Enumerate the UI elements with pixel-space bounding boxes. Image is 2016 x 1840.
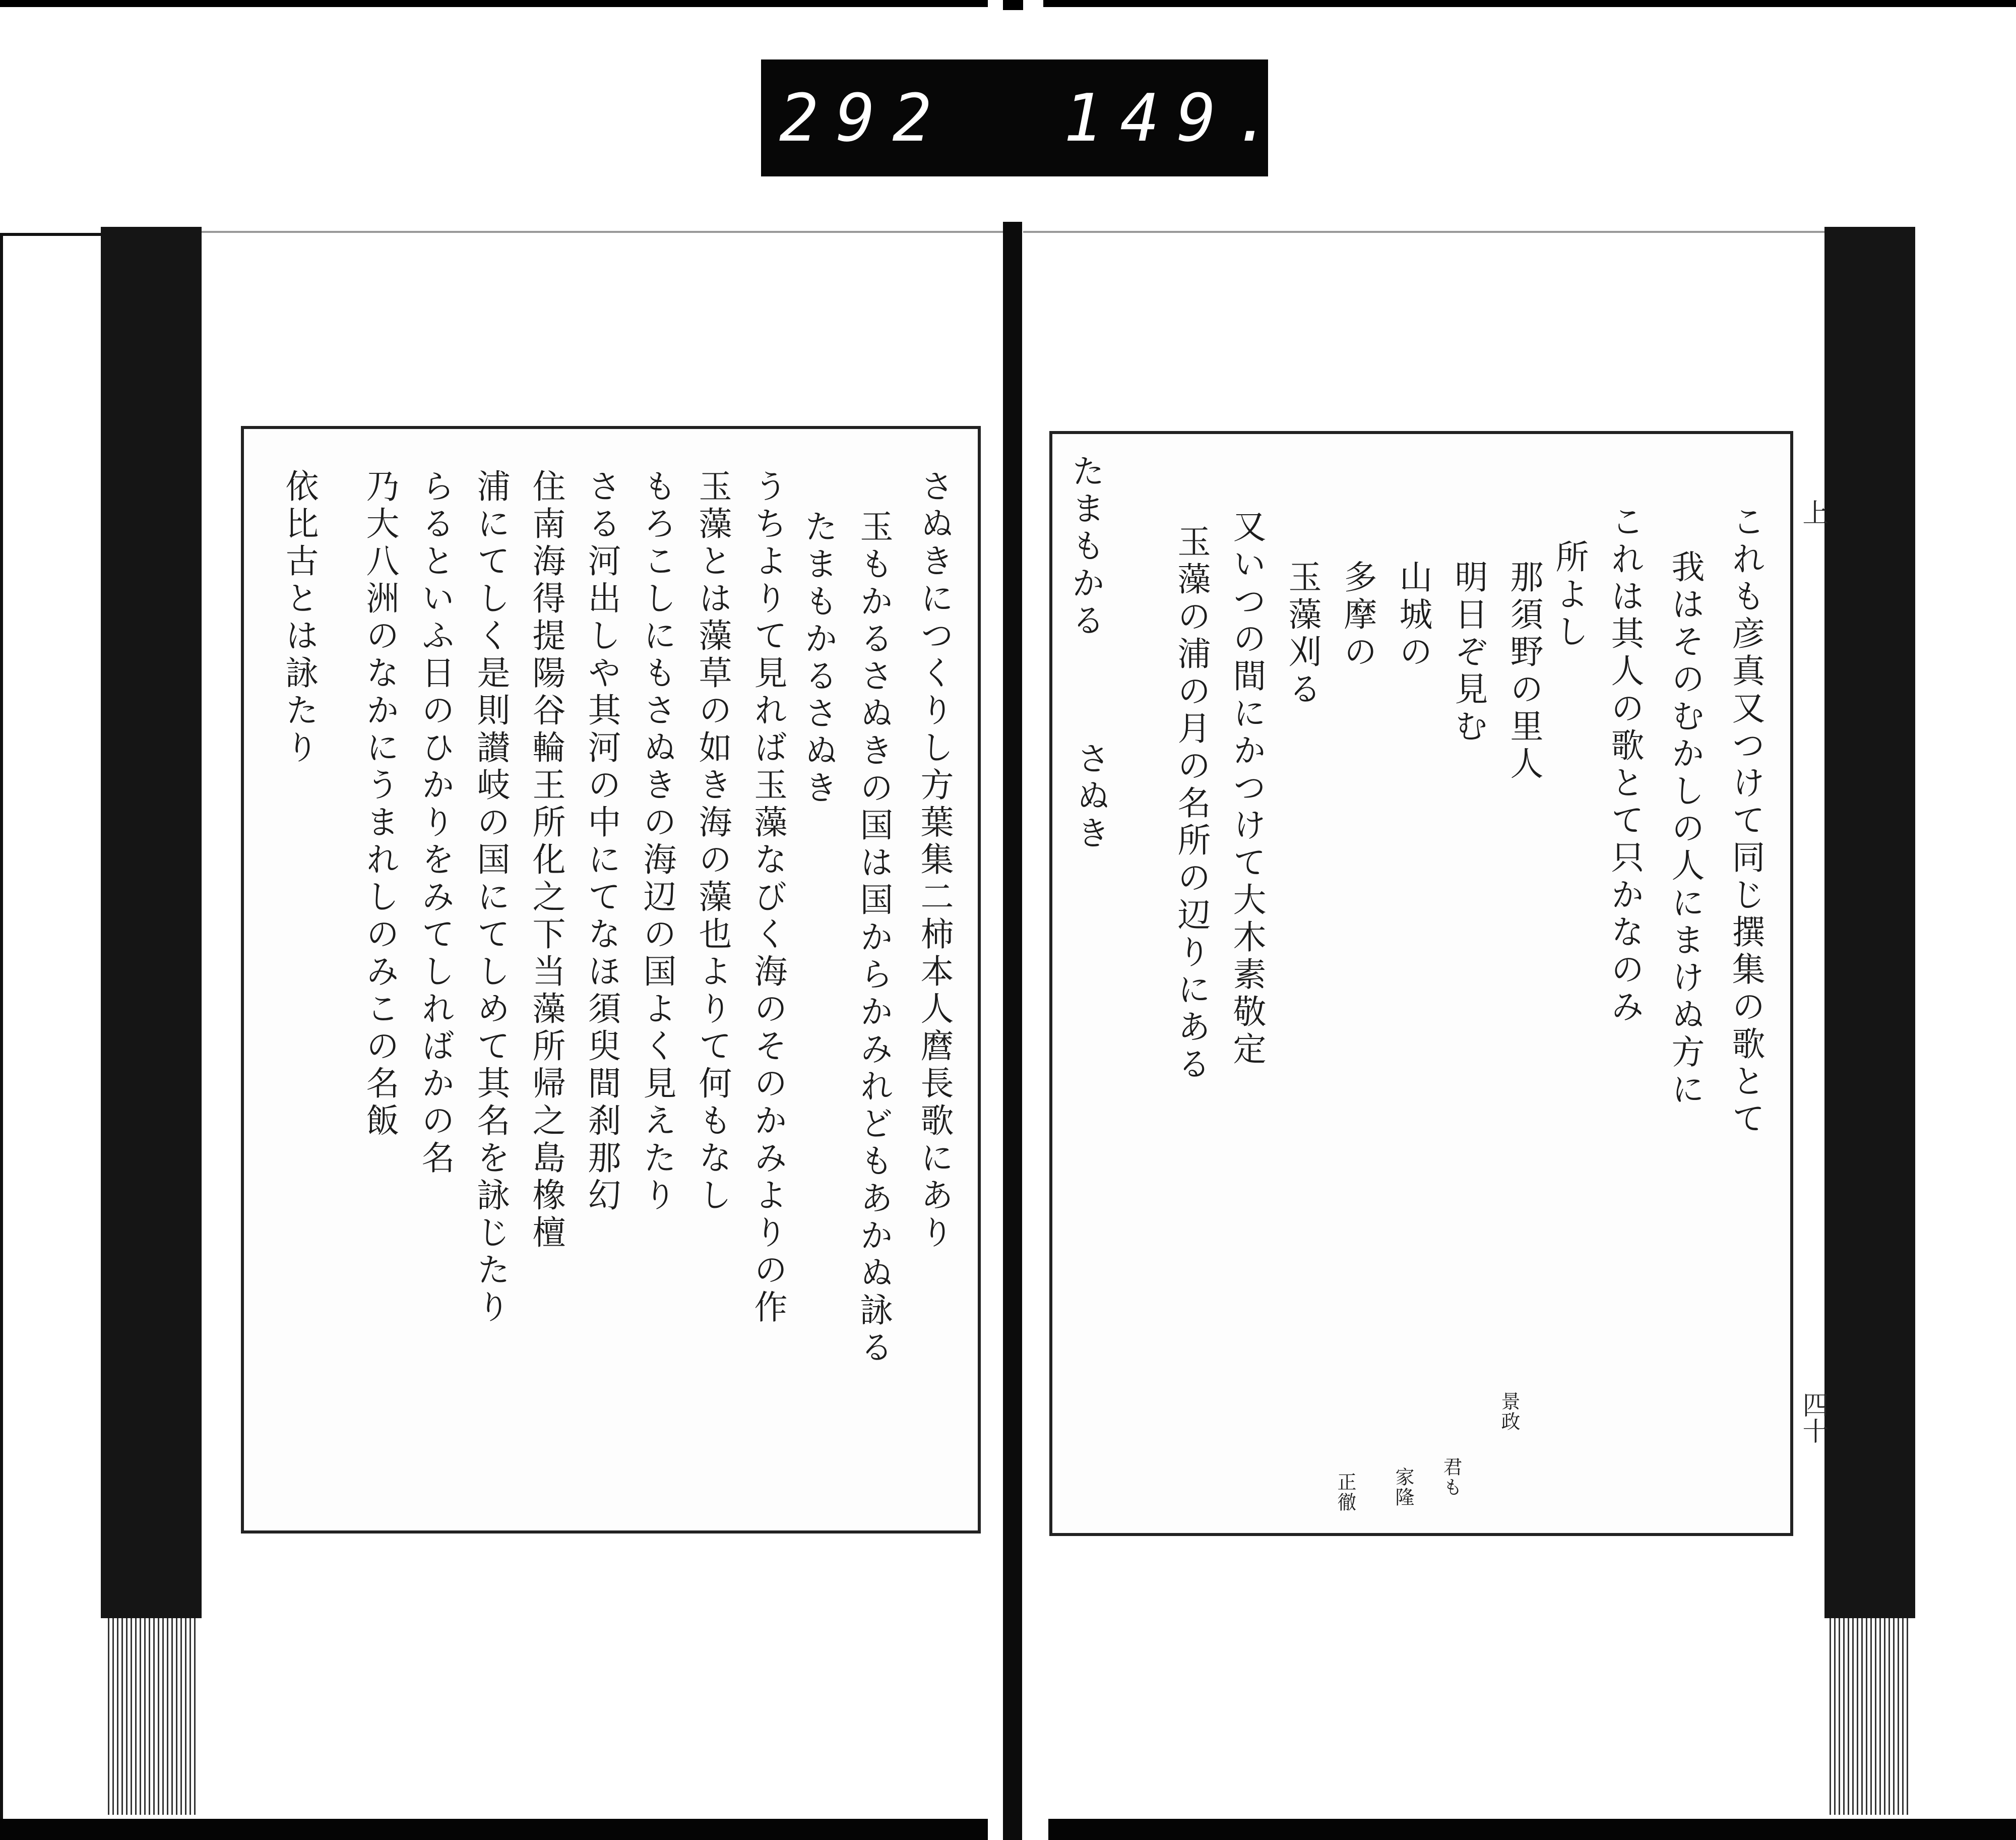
book-gutter: [1003, 222, 1022, 1840]
right-book-edge-hatching: [1830, 1618, 1910, 1815]
bottom-edge-bar: [1048, 1819, 2016, 1840]
text-column: 玉藻刈る: [1283, 560, 1321, 709]
text-column: たまもかるさぬき: [799, 509, 838, 808]
text-column: 明日ぞ見む: [1449, 560, 1488, 746]
text-column: 山城の: [1394, 560, 1432, 671]
text-column: たまもかる: [1066, 454, 1105, 640]
frame-number-right: 149.: [1063, 80, 1290, 156]
bottom-edge-bar: [0, 1819, 988, 1840]
signature-label: 家隆: [1392, 1467, 1414, 1507]
text-column: さる河出しや其河の中にてなほ須臾間刹那幻: [582, 469, 621, 1215]
text-column: 那須野の里人: [1504, 560, 1543, 783]
text-column: 玉藻の浦の月の名所の辺りにある: [1172, 524, 1211, 1084]
text-column: 多摩の: [1338, 560, 1377, 671]
top-edge-mark: [0, 0, 988, 7]
page-folio-number: 四十: [1798, 1391, 1828, 1444]
frame-number-left: 292: [779, 80, 949, 156]
left-book-edge-hatching: [108, 1618, 199, 1815]
center-notch: [1003, 0, 1023, 10]
left-margin-rule: [0, 233, 101, 236]
left-book-edge: [101, 227, 202, 1618]
text-column: 乃大八洲のなかにうまれしのみこの名飯: [360, 469, 399, 1140]
text-column: 浦にてしく是則讃岐の国にてしめて其名を詠じたり: [471, 469, 510, 1327]
text-column: 我はそのむかしの人にまけぬ方に: [1666, 549, 1705, 1109]
text-column: 住南海得提陽谷輪王所化之下当藻所帰之島橡檀: [527, 469, 565, 1252]
page-folio-top: 上: [1798, 499, 1828, 525]
text-column: 依比古とは詠たり: [280, 469, 319, 767]
frame-number-label: [761, 59, 1290, 176]
right-book-edge: [1824, 227, 1915, 1618]
text-column: うちよりて見れば玉藻なびく海のそのかみよりの作: [748, 469, 787, 1327]
signature-label: 景政: [1498, 1391, 1520, 1432]
text-column: さぬき: [1071, 741, 1110, 853]
text-column: 玉藻とは藻草の如き海の藻也よりて何もなし: [693, 469, 732, 1215]
text-column: 所よし: [1550, 539, 1589, 651]
left-margin-rule: [0, 233, 3, 1821]
top-edge-mark: [1043, 0, 2016, 7]
text-column: これも彦真又つけて同じ撰集の歌とて: [1726, 504, 1765, 1138]
signature-label: 君も: [1440, 1457, 1462, 1497]
text-column: これは其人の歌とて只かなのみ: [1605, 504, 1644, 1026]
text-column: さぬきにつくりし方葉集二柿本人麿長歌にあり: [915, 469, 954, 1252]
signature-label: 正徹: [1334, 1472, 1356, 1512]
text-column: もろこしにもさぬきの海辺の国よく見えたり: [638, 469, 676, 1215]
text-column: 玉もかるさぬきの国は国からかみれどもあかぬ詠る: [854, 509, 893, 1367]
text-column: 又いつの間にかつけて大木素敬定: [1227, 509, 1266, 1069]
text-column: らるといふ日のひかりをみてしればかの名: [416, 469, 455, 1178]
